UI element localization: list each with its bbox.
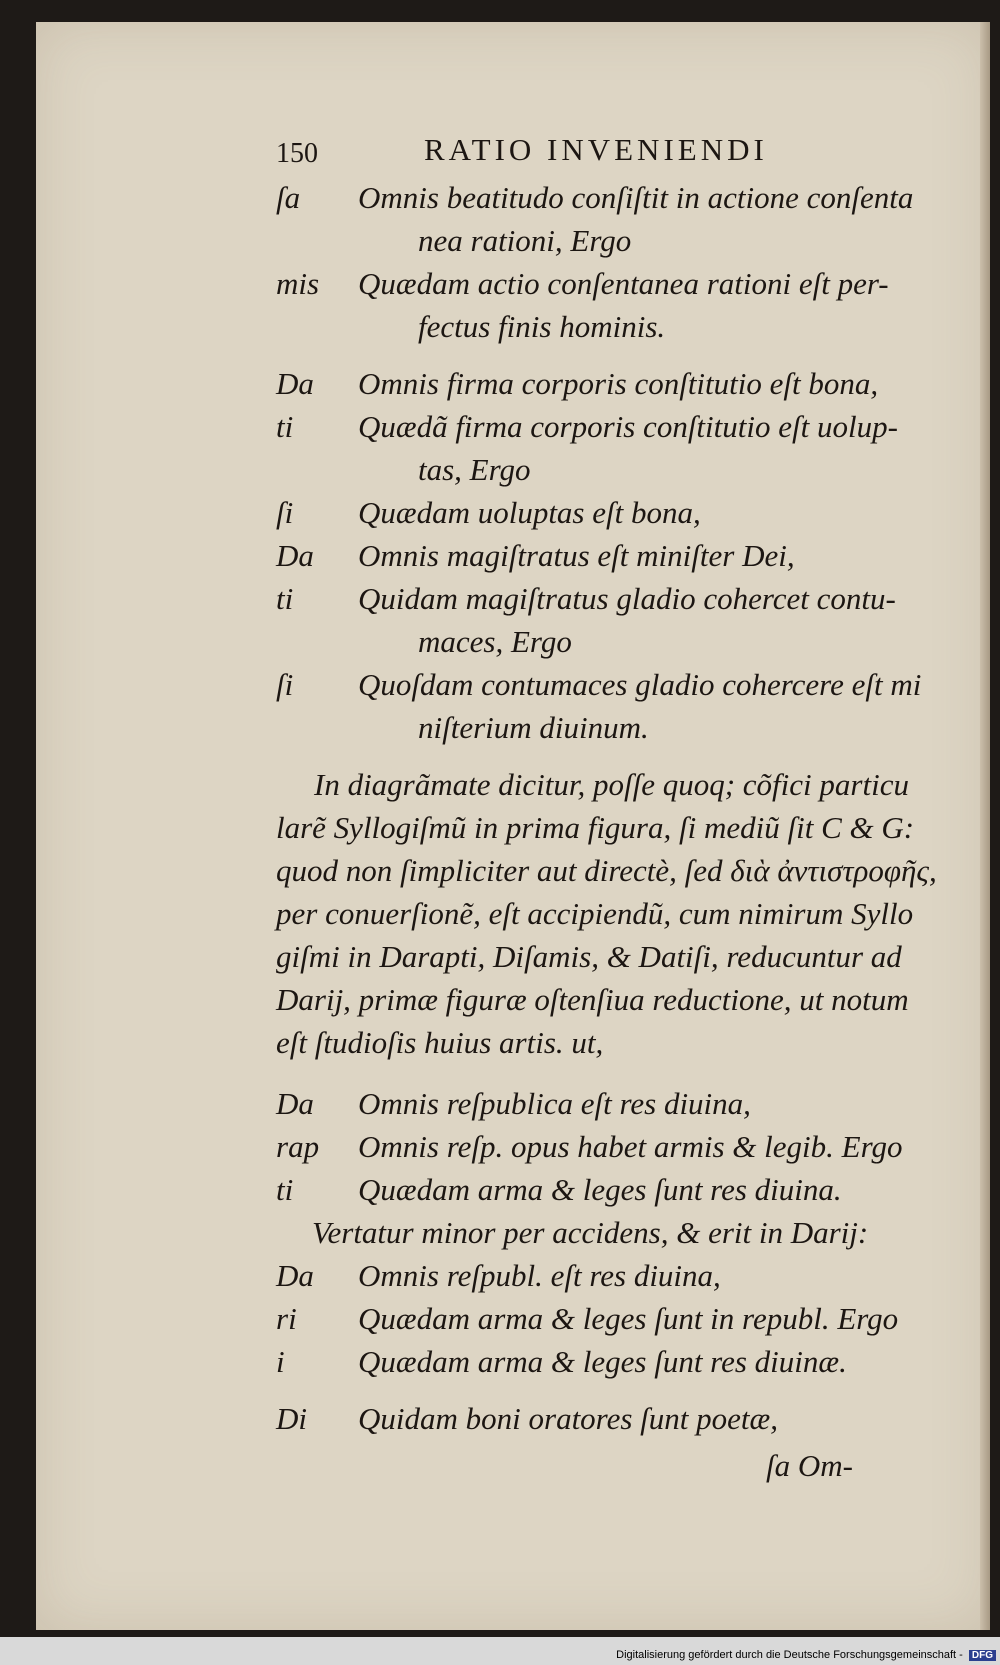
mood-label: Da: [276, 538, 314, 573]
paragraph-line: eſt ſtudioſis huius artis. ut,: [276, 1025, 604, 1060]
premise-text: Omnis beatitudo conſiſtit in actione conſenta: [358, 180, 914, 215]
note-line: Vertatur minor per accidens, & erit in Darij:: [312, 1215, 869, 1250]
mood-label: ti: [276, 1172, 294, 1207]
premise-text: Omnis reſpublica eſt res diuina,: [358, 1086, 751, 1121]
paragraph-line: Darij, primæ figuræ oſtenſiua reductione, ut notum: [276, 982, 909, 1017]
page-number: 150: [276, 138, 318, 169]
premise-text: Quidam magiſtratus gladio cohercet contu-: [358, 581, 896, 616]
mood-label: Di: [276, 1401, 307, 1436]
syllogism-line: [276, 176, 994, 219]
book-page: [36, 22, 990, 1630]
syllogism-line: [276, 534, 994, 577]
paragraph-line: In diagrãmate dicitur, poſſe quoq; cõfici particu: [314, 767, 909, 802]
mood-label: rap: [276, 1129, 320, 1164]
conclusion-text: Quædam arma & leges ſunt res diuina.: [358, 1172, 842, 1207]
conclusion-text: Quoſdam contumaces gladio cohercere eſt mi: [358, 667, 922, 702]
mood-label: ti: [276, 409, 294, 444]
dfg-logo: DFG: [969, 1650, 996, 1661]
syllogism-line: [276, 262, 994, 305]
mood-label: ti: [276, 581, 294, 616]
mood-label: ſi: [276, 495, 294, 530]
mood-label: Da: [276, 1086, 314, 1121]
syllogism-line: [276, 1297, 994, 1340]
paragraph-line: per conuerſionẽ, eſt accipiendũ, cum nimirum Syllo: [276, 896, 914, 931]
continuation-line: niſterium diuinum.: [418, 710, 649, 745]
syllogism-line: [276, 362, 994, 405]
mood-label: i: [276, 1344, 285, 1379]
premise-text: Omnis firma corporis conſtitutio eſt bona,: [358, 366, 879, 401]
paragraph-line: larẽ Syllogiſmũ in prima figura, ſi mediũ ſit C & G:: [276, 810, 915, 845]
mood-label: ri: [276, 1301, 297, 1336]
running-head: [276, 132, 994, 176]
digitization-footer: [616, 1649, 996, 1661]
syllogism-line: [276, 577, 994, 620]
premise-text: Quædã firma corporis conſtitutio eſt uolup-: [358, 409, 898, 444]
premise-text: Quædam arma & leges ſunt in republ. Ergo: [358, 1301, 899, 1336]
continuation-line: tas, Ergo: [418, 452, 531, 487]
mood-label: Da: [276, 1258, 314, 1293]
premise-text: Omnis magiſtratus eſt miniſter Dei,: [358, 538, 795, 573]
syllogism-line: [276, 491, 994, 534]
premise-text: Quædam actio conſentanea rationi eſt per-: [358, 266, 889, 301]
premise-text: Omnis reſp. opus habet armis & legib. Ergo: [358, 1129, 903, 1164]
conclusion-text: Quædam arma & leges ſunt res diuinæ.: [358, 1344, 847, 1379]
mood-label: ſi: [276, 667, 294, 702]
syllogism-line: [276, 1125, 994, 1168]
running-title: RATIO INVENIENDI: [424, 132, 768, 167]
paragraph-line: quod non ſimpliciter aut directè, ſed διὰ ἀντιστροφῆς,: [276, 853, 937, 888]
catchword: ſa Om-: [766, 1448, 853, 1483]
syllogism-line: [276, 1254, 994, 1297]
continuation-line: fectus finis hominis.: [418, 309, 666, 344]
text-block: [276, 132, 994, 1487]
premise-text: Quidam boni oratores ſunt poetæ,: [358, 1401, 778, 1436]
footer-text: Digitalisierung gefördert durch die Deutsche Forschungsgemeinschaft -: [616, 1649, 963, 1661]
mood-label: mis: [276, 266, 320, 301]
paragraph-line: giſmi in Darapti, Diſamis, & Datiſi, reducuntur ad: [276, 939, 902, 974]
syllogism-line: [276, 1082, 994, 1125]
syllogism-line: [276, 1340, 994, 1383]
syllogism-line: [276, 405, 994, 448]
continuation-line: nea rationi, Ergo: [418, 223, 632, 258]
syllogism-line: [276, 663, 994, 706]
syllogism-line: [276, 1168, 994, 1211]
mood-label: Da: [276, 366, 314, 401]
continuation-line: maces, Ergo: [418, 624, 572, 659]
premise-text: Omnis reſpubl. eſt res diuina,: [358, 1258, 721, 1293]
syllogism-line: [276, 1397, 994, 1440]
conclusion-text: Quædam uoluptas eſt bona,: [358, 495, 701, 530]
mood-label: ſa: [276, 180, 301, 215]
